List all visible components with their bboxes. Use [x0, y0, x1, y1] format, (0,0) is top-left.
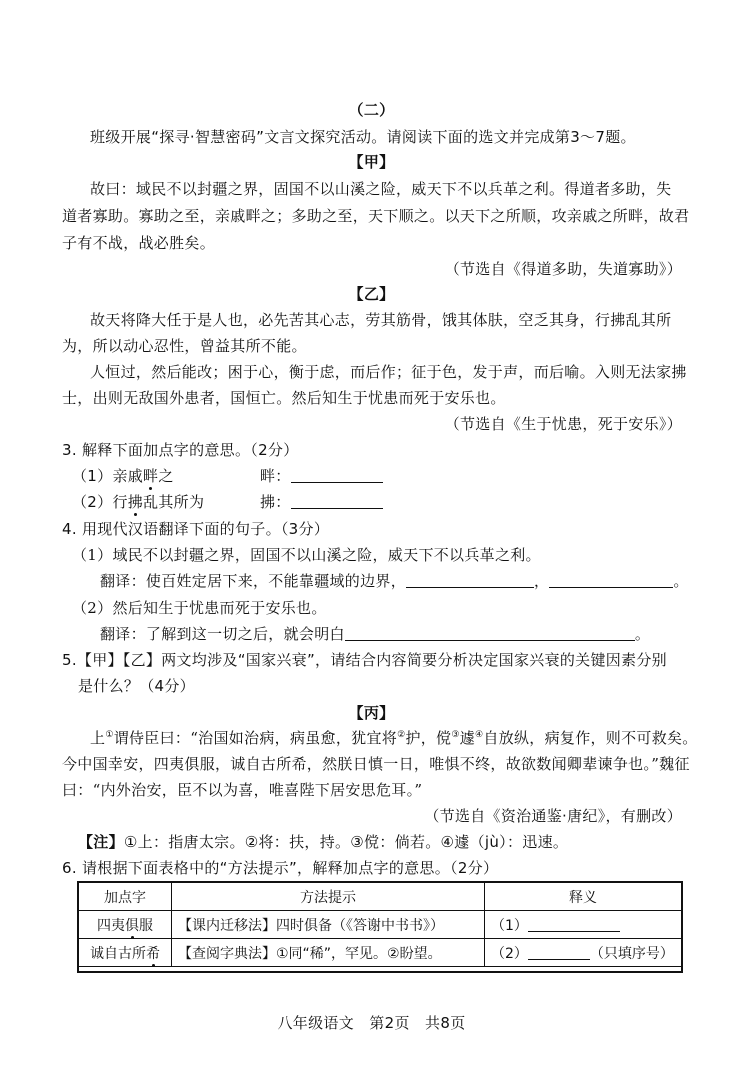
passage-yi-line: 为，所以动心忍性，曾益其所不能。 [62, 337, 307, 355]
footnote-label: 【注】 [78, 833, 124, 851]
q3-item-1-pre: （1）亲戚 [72, 467, 144, 485]
table-cell: 【查阅字典法】①同“稀”，罕见。②盼望。 [172, 939, 485, 967]
passage-bing-line: 今中国幸安，四夷俱服，诚自古所希，然朕日慎一日，唯惧不终，故欲数闻卿辈谏争也。”魏征 [62, 755, 690, 773]
table-header-row [79, 883, 682, 911]
passage-jia-heading: 【甲】 [348, 153, 395, 171]
footnote-text: ①上：指唐太宗。②将：扶，持。③傥：倘若。④遽（jù）：迅速。 [123, 833, 569, 851]
table-header: 方法提示 [172, 883, 485, 911]
footnote-marker: ④ [475, 730, 484, 740]
q5-stem: 5.【甲】【乙】两文均涉及“国家兴衰”，请结合内容简要分析决定国家兴衰的关键因素分别 [62, 651, 667, 669]
passage-yi-line: 人恒过，然后能改；困于心，衡于虑，而后作；征于色，发于声，而后喻。入则无法家拂 [90, 363, 687, 381]
passage-jia-source: （节选自《得道多助，失道寡助》） [444, 260, 682, 278]
passage-yi-line: 故天将降大任于是人也，必先苦其心志，劳其筋骨，饿其体肤，空乏其身，行拂乱其所 [90, 311, 672, 329]
answer-blank[interactable] [528, 944, 590, 960]
footnote-marker: ③ [451, 730, 460, 740]
passage-bing-line: 曰：“内外治安，臣不以为喜，唯喜陛下居安思危耳。” [62, 781, 423, 799]
q3-item-2-key: 拂： [260, 493, 291, 511]
answer-blank[interactable] [291, 493, 383, 509]
cell-text: （2） [491, 945, 528, 962]
table-cell [79, 939, 172, 967]
passage-bing-heading: 【丙】 [348, 704, 395, 722]
table-row [79, 911, 682, 939]
q4-translation-2 [100, 624, 650, 644]
passage-jia-line: 故曰：域民不以封疆之界，固国不以山溪之险，威天下不以兵革之利。得道者多助，失 [90, 180, 672, 198]
cell-text: 诚自古所 [90, 945, 146, 962]
q4-sentence-1: （1）域民不以封疆之界，固国不以山溪之险，威天下不以兵革之利。 [72, 546, 541, 564]
q6-stem: 6. 请根据下面表格中的“方法提示”，解释加点字的意思。（2分） [62, 859, 499, 877]
q3-item-1-post: 之 [158, 467, 174, 485]
q4-translation-1-end: 。 [673, 572, 689, 590]
q3-item-2-post: 乱其所为 [143, 493, 205, 511]
answer-blank[interactable] [345, 625, 635, 641]
table-row [79, 939, 682, 967]
passage-jia-line: 道者寡助。寡助之至，亲戚畔之；多助之至，天下顺之。以天下之所顺，攻亲戚之所畔，故君 [62, 207, 690, 225]
page-footer: 八年级语文 第2页 共8页 [277, 1014, 466, 1032]
q4-translation-1-pre: 翻译：使百姓定居下来，不能靠疆域的边界， [100, 572, 407, 590]
passage-bing-text: 谓侍臣曰：“治国如治病，病虽愈，犹宜将 [113, 729, 398, 747]
passage-bing-text: 遽 [459, 729, 476, 747]
q4-translation-1-mid: ， [534, 572, 550, 590]
section-title: （二） [348, 101, 395, 119]
answer-blank[interactable] [528, 916, 620, 932]
passage-bing-text: 护，傥 [405, 729, 452, 747]
dotted-char: 俱 [125, 915, 139, 935]
dotted-char: 拂 [127, 493, 144, 511]
q3-item-2-answer [260, 492, 383, 512]
table-cell [485, 939, 682, 967]
q4-stem: 4. 用现代汉语翻译下面的句子。（3分） [62, 520, 330, 538]
passage-bing-text: 自放纵，病复作，则不可救矣。 [483, 729, 698, 747]
passage-bing-text: 上 [90, 729, 106, 747]
passage-yi-line: 士，出则无敌国外患者，国恒亡。然后知生于忧患而死于安乐也。 [62, 389, 506, 407]
footnote [78, 832, 568, 852]
table-cell [79, 911, 172, 939]
answer-blank[interactable] [406, 572, 534, 588]
intro-text: 班级开展“探寻·智慧密码”文言文探究活动。请阅读下面的选文并完成第3～7题。 [90, 128, 636, 146]
passage-jia-line: 子有不战，战必胜矣。 [62, 234, 216, 252]
q3-item-1-answer [260, 466, 383, 486]
passage-yi-source: （节选自《生于忧患，死于安乐》） [444, 415, 682, 433]
table-header: 加点字 [79, 883, 172, 911]
cell-text: 服 [139, 917, 153, 934]
q4-translation-1 [100, 571, 689, 591]
method-table [78, 882, 682, 967]
cell-text: （1） [491, 917, 528, 934]
q4-translation-2-pre: 翻译：了解到这一切之后，就会明白 [100, 625, 345, 643]
q3-item-2 [72, 492, 204, 512]
footnote-marker: ① [105, 730, 114, 740]
cell-text: （只填序号） [589, 945, 674, 962]
answer-blank[interactable] [549, 572, 673, 588]
table-cell: 【课内迁移法】四时俱备（《答谢中书书》） [172, 911, 485, 939]
cell-text: 四夷 [97, 917, 125, 934]
q3-item-2-pre: （2）行 [72, 493, 128, 511]
q3-item-1 [72, 466, 174, 486]
dotted-char: 畔 [143, 467, 159, 485]
passage-bing-line [90, 728, 698, 748]
passage-yi-heading: 【乙】 [348, 285, 395, 303]
answer-blank[interactable] [291, 467, 383, 483]
dotted-char: 希 [146, 943, 160, 963]
q5-stem: 是什么？（4分） [78, 677, 195, 695]
q4-translation-2-end: 。 [634, 625, 651, 643]
table-cell [485, 911, 682, 939]
q3-item-1-key: 畔： [260, 467, 291, 485]
passage-bing-source: （节选自《资治通鉴·唐纪》，有删改） [424, 807, 682, 825]
q3-stem: 3. 解释下面加点字的意思。（2分） [62, 441, 299, 459]
q4-sentence-2: （2）然后知生于忧患而死于安乐也。 [72, 599, 327, 617]
table-header: 释义 [485, 883, 682, 911]
footnote-marker: ② [397, 730, 406, 740]
